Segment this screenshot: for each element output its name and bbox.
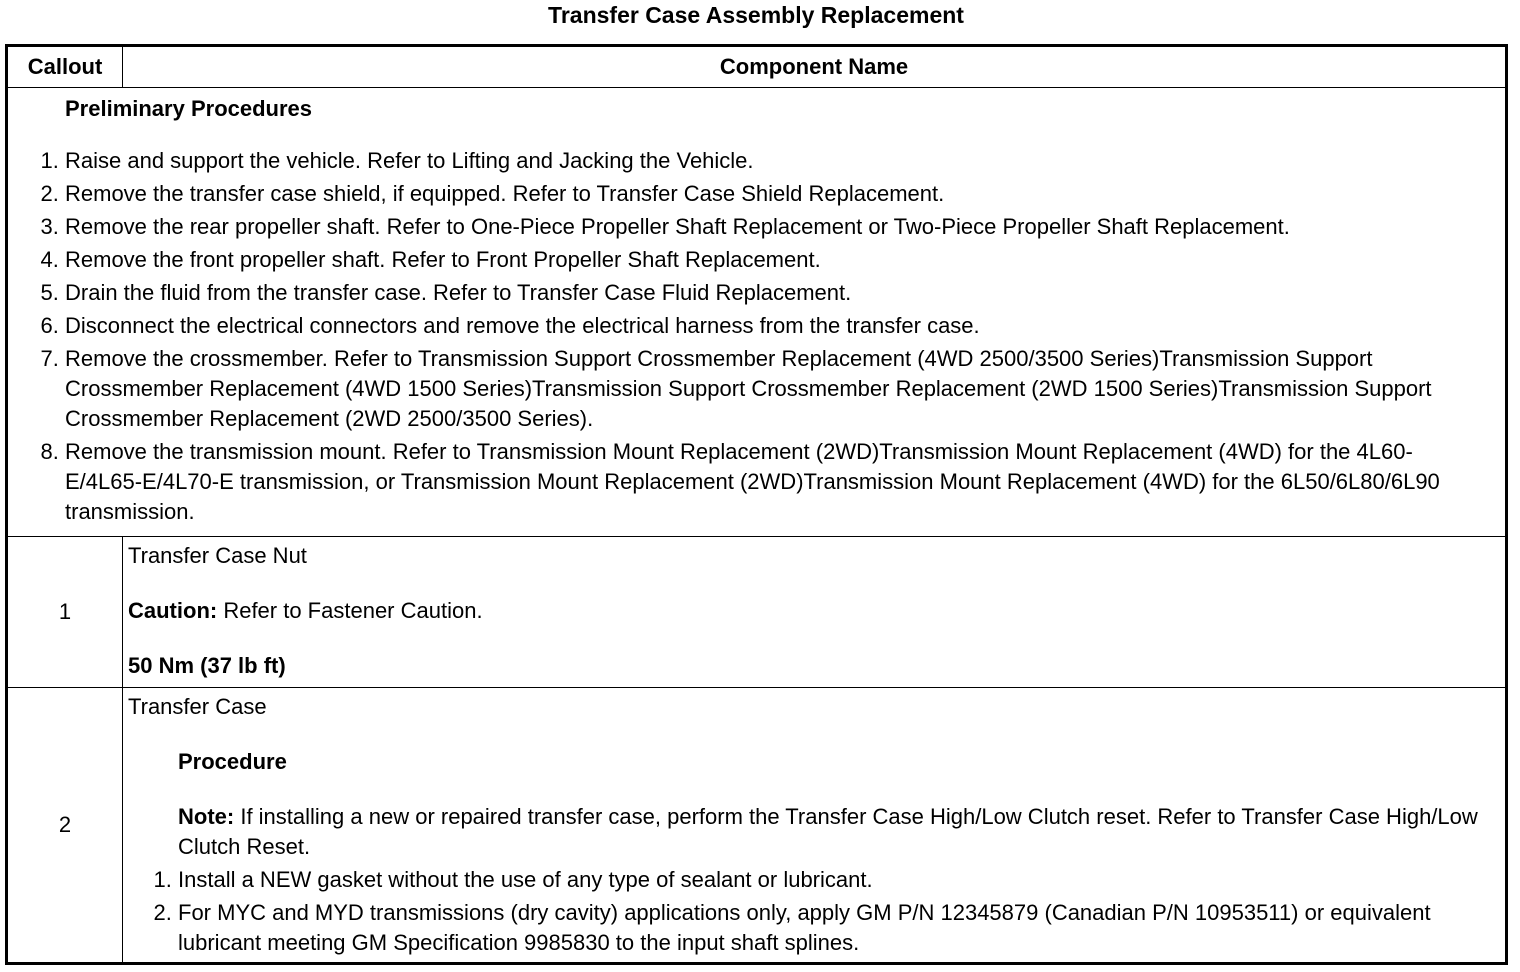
procedure-step: 2. For MYC and MYD transmissions (dry cavity) applications only, apply GM P/N 12345879 (Canadian P/N 10953511) or equivalent lubricant meeting GM Specification 9985830 to the input shaft splines. [178,898,1487,958]
procedure-heading: Procedure [178,749,287,774]
preliminary-steps-list [30,146,1487,527]
table-row-callout-1 [7,537,1507,688]
note-line [178,802,1487,862]
caution-line [128,596,1487,626]
procedure-steps-list [128,865,1487,958]
component-name: Transfer Case Nut [128,543,307,568]
component-cell [123,688,1507,964]
callout-header: Callout [7,46,123,88]
component-name-header: Component Name [123,46,1507,88]
component-name: Transfer Case [128,694,267,719]
preliminary-row [7,88,1507,537]
preliminary-step: 4. Remove the front propeller shaft. Refer to Front Propeller Shaft Replacement. [65,245,1487,275]
preliminary-step: 6. Disconnect the electrical connectors and remove the electrical harness from the transfer case. [65,311,1487,341]
note-text: If installing a new or repaired transfer case, perform the Transfer Case High/Low Clutch reset. Refer to Transfer Case High/Low Clutch Reset. [178,804,1478,859]
component-cell [123,537,1507,688]
table-row-callout-2 [7,688,1507,964]
preliminary-step: 1. Raise and support the vehicle. Refer to Lifting and Jacking the Vehicle. [65,146,1487,176]
callout-number: 1 [7,537,123,688]
procedure-step: 1. Install a NEW gasket without the use of any type of sealant or lubricant. [178,865,1487,895]
preliminary-step: 8. Remove the transmission mount. Refer to Transmission Mount Replacement (2WD)Transmission Mount Replacement (4WD) for the 4L60-E/4L65-E/4L70-E transmission, or Transmission Mount Replacement (2WD)Transmission Mount Replacement (4WD) for the 6L50/6L80/6L90 transmission. [65,437,1487,527]
procedure-table [5,44,1508,965]
caution-text: Refer to Fastener Caution. [217,598,483,623]
callout-number: 2 [7,688,123,964]
table-header-row [7,46,1507,88]
caution-label: Caution: [128,598,218,623]
preliminary-step: 2. Remove the transfer case shield, if equipped. Refer to Transfer Case Shield Replacement. [65,179,1487,209]
preliminary-heading: Preliminary Procedures [65,96,313,121]
preliminary-step: 3. Remove the rear propeller shaft. Refer to One-Piece Propeller Shaft Replacement or Two-Piece Propeller Shaft Replacement. [65,212,1487,242]
preliminary-step: 5. Drain the fluid from the transfer case. Refer to Transfer Case Fluid Replacement. [65,278,1487,308]
torque-spec: 50 Nm (37 lb ft) [128,653,286,678]
preliminary-step: 7. Remove the crossmember. Refer to Transmission Support Crossmember Replacement (4WD 2500/3500 Series)Transmission Support Crossmember Replacement (4WD 1500 Series)Transmission Support Crossmember Replacement (2WD 1500 Series)Transmission Support Crossmember Replacement (2WD 2500/3500 Series). [65,344,1487,434]
preliminary-cell [7,88,1507,537]
document-title: Transfer Case Assembly Replacement [548,2,964,28]
note-label: Note: [178,804,235,829]
